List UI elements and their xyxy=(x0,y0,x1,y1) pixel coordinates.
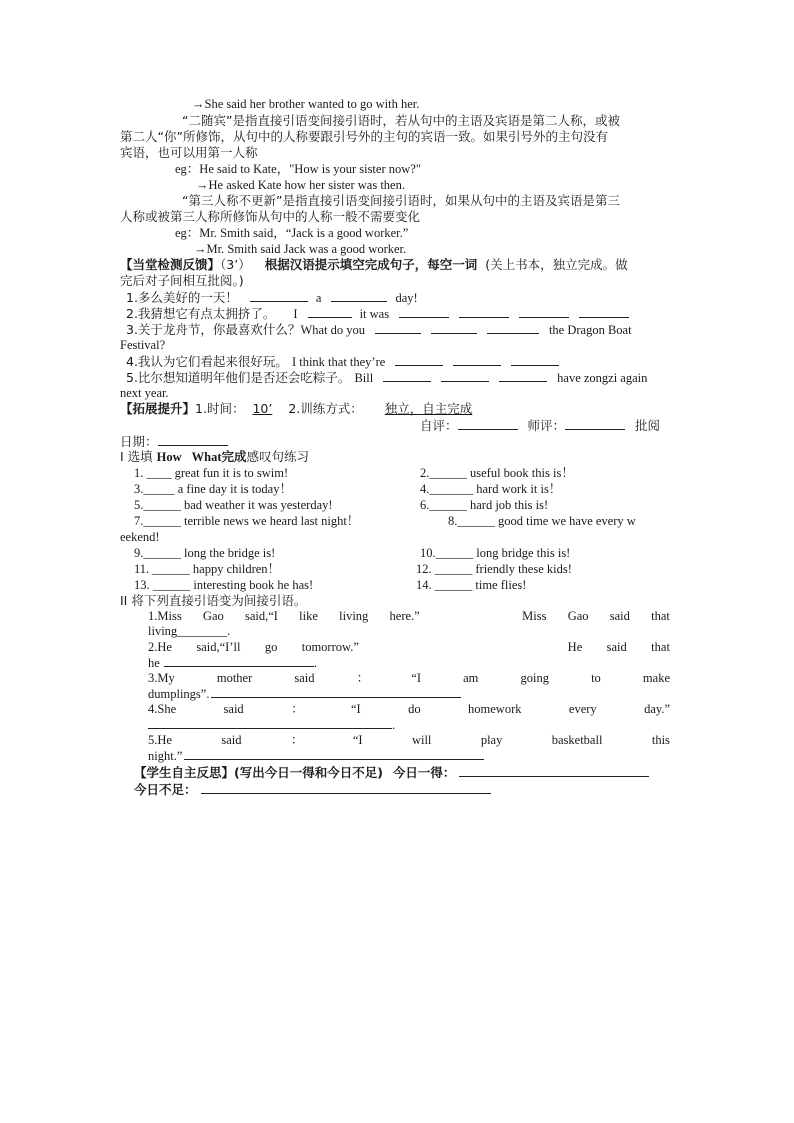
gain-field[interactable] xyxy=(459,764,649,777)
word: He xyxy=(567,640,583,654)
feedback-item-2 xyxy=(126,305,629,322)
feedback-item-3-cont: Festival? xyxy=(120,338,166,352)
feedback-instruction: 根据汉语提示填空完成句子，每空一词 xyxy=(264,257,478,272)
date-row xyxy=(120,433,228,450)
answer-blank[interactable] xyxy=(331,289,387,302)
exclaim-item-6: 6.______ hard job this is! xyxy=(420,498,549,512)
word: homework xyxy=(468,702,522,716)
date-field[interactable] xyxy=(158,433,228,446)
word: every xyxy=(568,702,597,716)
reported-item-2 xyxy=(148,639,670,655)
word: ： xyxy=(356,671,370,685)
part1-done: 完成 xyxy=(221,449,247,464)
word: to xyxy=(591,671,601,685)
word: 1.Miss xyxy=(148,609,182,623)
item-en: I think that they’re xyxy=(291,355,386,369)
word: ： xyxy=(291,702,304,716)
rule-three-line-1: “第三人称不更新”是指直接引语变间接引语时，如果从句中的主语及宾语是第三 xyxy=(182,193,620,208)
word: this xyxy=(651,733,670,747)
word: like xyxy=(299,609,318,623)
word: Miss xyxy=(522,609,547,623)
item-cn: 1.多么美好的一天！ xyxy=(126,290,238,305)
word: Gao xyxy=(567,609,589,623)
word: mother xyxy=(216,671,253,685)
example-three-a: eg：Mr. Smith said，“Jack is a good worker.” xyxy=(175,226,409,240)
reported-item-4 xyxy=(148,701,670,717)
lack-field[interactable] xyxy=(201,781,491,794)
word: living xyxy=(339,609,369,623)
feedback-header xyxy=(120,257,628,273)
rule-three-line-2: 人称或被第三人称所修饰从句中的人称一般不需要变化 xyxy=(120,209,421,224)
answer-blank[interactable] xyxy=(519,305,569,318)
teacher-eval-label: 师评： xyxy=(527,418,566,433)
exclaim-item-8-cont: eekend! xyxy=(120,530,160,544)
reported-item-3 xyxy=(148,670,670,686)
answer-line[interactable] xyxy=(211,685,461,698)
exclaim-item-9: 9.______ long the bridge is! xyxy=(134,546,276,560)
item-en: Bill xyxy=(354,371,374,385)
word: “I xyxy=(352,733,363,747)
word: that xyxy=(651,640,670,654)
answer-blank[interactable] xyxy=(250,289,308,302)
answer-blank[interactable] xyxy=(499,369,547,382)
mode-value: 独立，自主完成 xyxy=(384,401,473,416)
item-cn: 2.我猜想它有点太拥挤了。 xyxy=(126,306,276,321)
feedback-time: （3’） xyxy=(220,257,251,272)
word: said,“I’ll xyxy=(196,640,241,654)
word: Gao xyxy=(202,609,224,623)
teacher-eval-field[interactable] xyxy=(565,417,625,430)
reflection-row xyxy=(134,764,649,781)
extension-header xyxy=(120,401,480,417)
lack-row xyxy=(134,781,491,798)
item-word: it was xyxy=(359,307,390,321)
exclaim-item-14: 14. ______ time flies! xyxy=(416,578,527,592)
answer-blank[interactable] xyxy=(453,353,501,366)
evaluation-row xyxy=(420,417,660,434)
word: 2.He xyxy=(148,640,172,654)
exclaim-item-5: 5.______ bad weather it was yesterday! xyxy=(134,498,333,512)
answer-blank[interactable] xyxy=(459,305,509,318)
word: go xyxy=(264,640,278,654)
answer-blank[interactable] xyxy=(308,305,352,318)
item-cn: 4.我认为它们看起来很好玩。 xyxy=(126,354,288,369)
word: night.” xyxy=(148,749,183,763)
exclaim-item-8: 8.______ good time we have every w xyxy=(448,514,636,528)
answer-line[interactable] xyxy=(184,747,484,760)
word: he xyxy=(148,656,160,670)
item-cn: 3.关于龙舟节，你最喜欢什么？ xyxy=(126,322,301,337)
word: said xyxy=(606,640,627,654)
exclaim-item-12: 12. ______ friendly these kids! xyxy=(416,562,572,576)
part1-what: What xyxy=(191,450,222,464)
word: that xyxy=(651,609,670,623)
rule-two-line-1: “二随宾”是指直接引语变间接引语时，若从句中的主语及宾语是第二人称，或被 xyxy=(182,113,620,128)
answer-blank[interactable] xyxy=(375,321,421,334)
answer-line[interactable] xyxy=(148,716,392,729)
self-eval-label: 自评： xyxy=(420,418,458,433)
word: play xyxy=(480,733,503,747)
exclaim-item-1: 1. ____ great fun it is to swim! xyxy=(134,466,289,480)
mode-label: 2.训练方式： xyxy=(288,401,363,416)
part1-title-a: I 选填 xyxy=(120,449,153,464)
exclaim-item-4: 4._______ hard work it is！ xyxy=(420,482,562,496)
reported-item-5-answer-row xyxy=(148,747,484,764)
exclaim-item-3: 3._____ a fine day it is today！ xyxy=(134,482,292,496)
answer-blank[interactable] xyxy=(431,321,477,334)
exclaim-item-10: 10.______ long bridge this is! xyxy=(420,546,571,560)
answer-blank[interactable] xyxy=(579,305,629,318)
reported-item-4-answer-row: . xyxy=(148,716,395,733)
reported-item-2-answer-row: he . xyxy=(148,656,317,670)
word: 4.She xyxy=(148,702,177,716)
word: “I xyxy=(411,671,421,685)
part2-title: II 将下列直接引语变为间接引语。 xyxy=(120,593,307,608)
word: “I xyxy=(351,702,361,716)
feedback-item-4 xyxy=(126,353,559,370)
word: here.” xyxy=(389,609,420,623)
item-word: I xyxy=(293,307,298,321)
answer-line[interactable] xyxy=(164,654,314,667)
word: will xyxy=(411,733,432,747)
reflection-heading: 【学生自主反思】(写出今日一得和今日不足) xyxy=(134,765,383,780)
reported-item-1-answer[interactable]: living________. xyxy=(148,624,231,638)
answer-blank[interactable] xyxy=(487,321,539,334)
review-label: 批阅 xyxy=(635,418,661,433)
answer-blank[interactable] xyxy=(383,369,431,382)
exclaim-item-11: 11. ______ happy children！ xyxy=(134,562,281,576)
word: dumplings”. xyxy=(148,687,210,701)
feedback-item-5-cont: next year. xyxy=(120,386,169,400)
word: said xyxy=(221,733,242,747)
part1-title-b: 感叹句练习 xyxy=(246,449,310,464)
word: ： xyxy=(290,733,304,747)
word: tomorrow.” xyxy=(301,640,359,654)
word: make xyxy=(642,671,670,685)
time-label: 1.时间： xyxy=(195,401,245,416)
rule-two-line-2: 第二人“你”所修饰，从句中的人称要跟引号外的主句的宾语一致。如果引号外的主句没有 xyxy=(120,129,608,144)
word: 5.He xyxy=(148,733,172,747)
exclaim-item-2: 2.______ useful book this is！ xyxy=(420,466,574,480)
example-two-a: eg：He said to Kate，"How is your sister now?" xyxy=(175,162,421,176)
feedback-item-3 xyxy=(126,321,632,338)
word: said xyxy=(294,671,315,685)
feedback-heading: 【当堂检测反馈】 xyxy=(120,257,221,272)
feedback-note-cont: 完后对子间相互批阅。) xyxy=(120,273,244,288)
reported-item-1 xyxy=(148,608,670,624)
part1-how: How xyxy=(156,450,182,464)
item-word: day! xyxy=(395,291,418,305)
part1-title xyxy=(120,449,309,465)
reported-item-3-answer-row xyxy=(148,685,461,702)
answer-blank[interactable] xyxy=(395,353,443,366)
word: basketball xyxy=(551,733,603,747)
feedback-note: (关上书本，独立完成。做 xyxy=(485,257,628,272)
gain-label: 今日一得： xyxy=(392,765,456,780)
answer-blank[interactable] xyxy=(441,369,489,382)
item-cn: 5.比尔想知道明年他们是否还会吃粽子。 xyxy=(126,370,351,385)
exclaim-item-7: 7.______ terrible news we heard last night！ xyxy=(134,514,360,528)
extension-heading: 【拓展提升】 xyxy=(120,401,196,416)
self-eval-field[interactable] xyxy=(458,417,518,430)
rule-two-line-3: 宾语，也可以用第一人称 xyxy=(120,145,258,160)
word: am xyxy=(463,671,479,685)
item-en: What do you xyxy=(300,323,366,337)
reported-item-5 xyxy=(148,732,670,748)
answer-blank[interactable] xyxy=(399,305,449,318)
feedback-item-5 xyxy=(126,369,647,386)
item-tail: the Dragon Boat xyxy=(548,323,632,337)
example-result: →She said her brother wanted to go with her. xyxy=(192,97,420,111)
example-three-b: →Mr. Smith said Jack was a good worker. xyxy=(194,242,407,256)
word: going xyxy=(520,671,549,685)
example-two-b: →He asked Kate how her sister was then. xyxy=(196,178,405,192)
word: day.” xyxy=(644,702,670,716)
word: said xyxy=(609,609,630,623)
date-label: 日期： xyxy=(120,434,158,449)
time-value: 10’ xyxy=(252,401,273,416)
word: said,“I xyxy=(244,609,278,623)
word: 3.My xyxy=(148,671,175,685)
item-word: a xyxy=(315,291,322,305)
item-tail: have zongzi again xyxy=(557,371,648,385)
word: do xyxy=(408,702,421,716)
exclaim-item-13: 13. ______ interesting book he has! xyxy=(134,578,314,592)
lack-label: 今日不足： xyxy=(134,782,197,797)
answer-blank[interactable] xyxy=(511,353,559,366)
feedback-item-1 xyxy=(126,289,418,306)
word: said xyxy=(223,702,244,716)
